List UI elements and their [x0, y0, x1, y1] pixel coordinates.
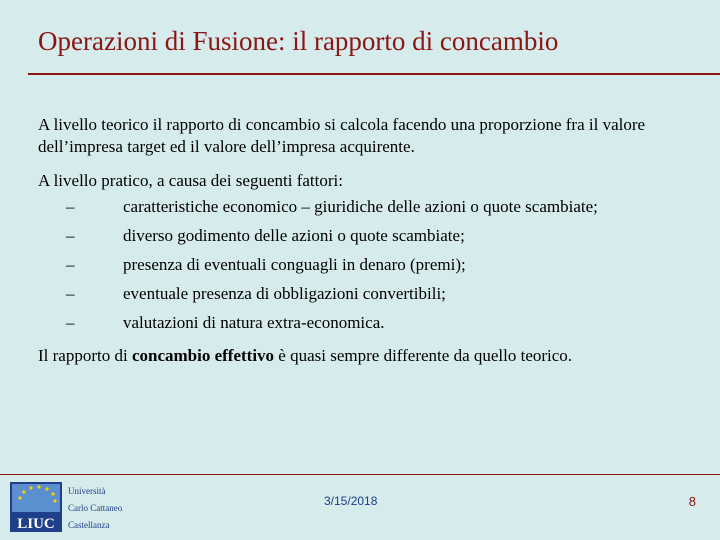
liuc-logo-icon [10, 482, 62, 532]
dash-marker: – [66, 255, 75, 274]
factor-item [38, 308, 698, 337]
factor-list [38, 192, 698, 337]
university-line-2: Carlo Cattaneo [68, 503, 123, 513]
factor-item [38, 192, 698, 221]
factor-item [38, 250, 698, 279]
dash-marker: – [66, 226, 75, 245]
slide-title: Operazioni di Fusione: il rapporto di concambio [38, 26, 559, 56]
dash-marker: – [66, 313, 75, 332]
factor-text: eventuale presenza di obbligazioni convertibili; [123, 284, 446, 303]
university-line-3: Castellanza [68, 520, 110, 530]
conclusion-end: è quasi sempre differente da quello teorico. [274, 346, 573, 365]
footer-divider [0, 474, 720, 475]
logo-text: LIUC [17, 516, 55, 532]
slide-content [38, 114, 698, 379]
theory-paragraph: A livello teorico il rapporto di concambio si calcola facendo una proporzione fra il valore dell’impresa target ed il valore dell’impresa acquirente. [38, 115, 646, 156]
factor-text: presenza di eventuali conguagli in denaro (premi); [123, 255, 466, 274]
conclusion-start: Il rapporto di [38, 346, 132, 365]
practice-lead: A livello pratico, a causa dei seguenti fattori: [38, 171, 343, 190]
page-number: 8 [688, 494, 696, 509]
title-divider [28, 73, 720, 75]
factor-text: diverso godimento delle azioni o quote scambiate; [123, 226, 465, 245]
factor-item [38, 221, 698, 250]
dash-marker: – [66, 284, 75, 303]
university-line-1: Università [68, 486, 106, 496]
conclusion-emphasis: concambio effettivo [131, 346, 275, 365]
slide-date: 3/15/2018 [324, 494, 378, 508]
factor-text: caratteristiche economico – giuridiche delle azioni o quote scambiate; [123, 197, 598, 216]
dash-marker: – [66, 197, 75, 216]
university-name [68, 483, 122, 534]
factor-text: valutazioni di natura extra-economica. [123, 313, 385, 332]
factor-item [38, 279, 698, 308]
conclusion-paragraph [38, 345, 698, 367]
